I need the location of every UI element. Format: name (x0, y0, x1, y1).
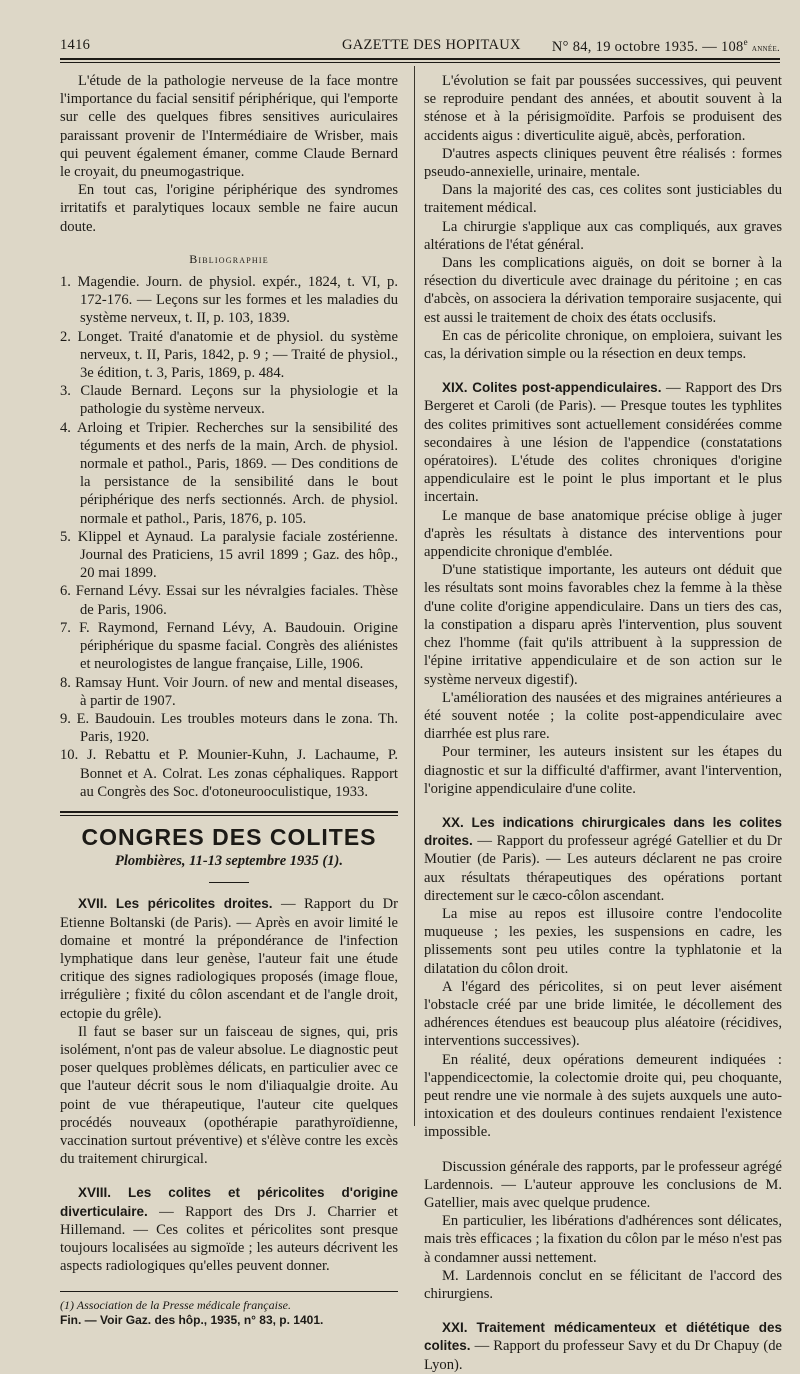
paragraph: En réalité, deux opérations demeurent indiquées : l'appendicectomie, la colectomie droite qui, peu choquante, peut rendre une vie normale à des sujets auxquels une auto-intoxication et des douleurs continues rendaient l'existence impossible. (424, 1051, 782, 1141)
paragraph: Pour terminer, les auteurs insistent sur les étapes du diagnostic et sur la difficulté d'affirmer, avant l'intervention, l'origine appendiculaire d'une colite. (424, 744, 782, 797)
section-xvii-paragraph: Il faut se baser sur un faisceau de signes, qui, pris isolément, n'ont pas de valeur absolue. Le diagnostic peut poser quelques problèmes délicats, en particulier avec ce que l'auteur décrit sous le nom d'iliaqualgie droite. Au point de vue thérapeutique, l'auteur cite quelques procédés nouveaux (opothérapie parathyroïdienne, vaccination surtout préventive) et s'élève contre les excès du traitement chirurgical. (60, 1023, 398, 1168)
bibliography-title: Bibliographie (189, 251, 269, 266)
header-rule-thin (60, 62, 780, 63)
issue-info (552, 37, 780, 56)
continuation-note: Fin. — Voir Gaz. des hôp., 1935, n° 83, p. 1401. (60, 1313, 324, 1328)
bibliography-entry: 4. Arloing et Tripier. Recherches sur la sensibilité des téguments et des nerfs de la main, Arch. de physiol. normale et pathol., Paris, 1869. — Des conditions de la persistance de la sensibilité dans le bout périphérique des nerfs sectionnés. Arch. de physiol. normale et pathol., Paris, 1876, p. 105. (60, 419, 398, 527)
short-rule (209, 882, 249, 883)
section-xx (424, 814, 782, 905)
bibliography-entry: 9. E. Baudouin. Les troubles moteurs dans le zona. Th. Paris, 1920. (60, 710, 398, 746)
left-column (60, 72, 398, 1328)
section-xviii-heading: XVIII. Les colites et péricolites d'origine diverticulaire. (60, 1185, 398, 1219)
intro-paragraph: L'étude de la pathologie nerveuse de la face montre l'importance du facial sensitif périphérique, qui l'emporte sur celle des quelques fibres sensitives auriculaires paraissant provenir de l'Intermédiaire de Wrisber, mais qui peuvent également émaner, comme Claude Bernard le croyait, du pneumogastrique. (60, 73, 398, 181)
paragraph: L'amélioration des nausées et des migraines antérieures a été souvent notée ; la colite post-appendiculaire avec diarrhée est plus rare. (424, 689, 782, 743)
intro-paragraph: En tout cas, l'origine périphérique des syndromes irritatifs et paralytiques locaux semble ne faire aucun doute. (60, 182, 398, 235)
header-rule (60, 58, 780, 60)
section-xviii-body: — Rapport des Drs J. Charrier et Hillemand. — Ces colites et péricolites sont presque toujours localisées au sigmoïde ; les auteurs décrivent les aspects radiologiques qu'elles peuvent donner. (60, 1203, 398, 1275)
section-xxi-heading: XXI. Traitement médicamenteux et diététique des colites. (424, 1320, 782, 1354)
bibliography-entry: 2. Longet. Traité d'anatomie et de physiol. du système nerveux, t. II, Paris, 1842, p. 9 ; — Traité de physiol., 3e édition, t. 3, Paris, 1869, p. 484. (60, 328, 398, 382)
congres-subtitle: Plombières, 11-13 septembre 1935 (1). (115, 853, 343, 870)
issue-main: N° 84, 19 octobre 1935. — 108 (551, 38, 744, 55)
paragraph: A l'égard des péricolites, si on peut lever aisément l'obstacle créé par une bride limitée, le décollement des adhérences étendues est beaucoup plus aléatoire (récidives, interventions successives). (424, 978, 782, 1050)
footnote: (1) Association de la Presse médicale française. (60, 1298, 291, 1313)
section-xviii (60, 1184, 398, 1275)
paragraph: D'autres aspects cliniques peuvent être réalisés : formes pseudo-annexielle, urinaire, mentale. (424, 145, 782, 181)
bibliography-entry: 8. Ramsay Hunt. Voir Journ. of new and mental diseases, à partir de 1907. (60, 674, 398, 709)
discussion-paragraph: Discussion générale des rapports, par le professeur agrégé Lardennois. — L'auteur approuve les conclusions de M. Gatellier, mais avec quelque prudence. (424, 1158, 782, 1211)
bibliography-entry: 7. F. Raymond, Fernand Lévy, A. Baudouin. Origine périphérique du spasme facial. Congrès des aliénistes et neurologistes de langue française, Lille, 1906. (60, 619, 398, 673)
bibliography-entry: 5. Klippel et Aynaud. La paralysie faciale zostérienne. Journal des Praticiens, 15 avril 1899 ; Gaz. des hôp., 20 mai 1899. (60, 528, 398, 582)
section-xvii-heading: XVII. Les péricolites droites. (78, 896, 273, 912)
bibliography-entry: 6. Fernand Lévy. Essai sur les névralgies faciales. Thèse de Paris, 1906. (60, 583, 398, 618)
paragraph: Dans les complications aiguës, on doit se borner à la résection du diverticule avec drainage du péritoine ; en cas d'abcès, on associera la dérivation temporaire susjacente, qui est aussi le traitement de choix des états occlusifs. (424, 255, 782, 326)
issue-sup: e (743, 37, 748, 47)
section-xvii-body: — Rapport du Dr Etienne Boltanski (de Paris). — Après en avoir limité le domaine et montré la prépondérance de l'infection lymphatique dans leur genèse, l'auteur fait une étude critique des signes radiologiques proposés (image floue, irrégulière ; fixité du côlon ascendant et de l'angle droit, ectopie du grêle). (60, 896, 399, 1022)
section-xxi (424, 1319, 782, 1374)
paragraph: La chirurgie s'applique aux cas compliqués, aux graves altérations de l'état général. (424, 218, 782, 253)
paragraph: Dans la majorité des cas, ces colites sont justiciables du traitement médical. (424, 182, 782, 217)
section-xix-body: — Rapport des Drs Bergeret et Caroli (de Paris). — Presque toutes les typhlites des colites primitives sont actuellement considérées comme secondaires à une lésion de l'appendice (constatations opératoires). L'étude des colites chroniques d'origine appendiculaire est le point le plus important et le plus incertain. (424, 380, 782, 506)
section-xix-heading: XIX. Colites post-appendiculaires. (442, 380, 662, 396)
section-xx-body: — Rapport du professeur agrégé Gatellier et du Dr Moutier (de Paris). — Les auteurs déclarent ne pas croire aux résultats thérapeutiques des opérations portant directement sur le cæco-côlon ascendant. (424, 833, 782, 904)
bibliography-entry: 1. Magendie. Journ. de physiol. expér., 1824, t. VI, p. 172-176. — Leçons sur les formes et les maladies du système nerveux, t. II, p. 103, 1839. (60, 274, 398, 327)
paragraph: La mise au repos est illusoire contre l'endocolite muqueuse ; les pexies, les suspensions en cadre, les plissements sont peu utiles contre la typhlatonie et la dilatation du côlon droit. (424, 905, 782, 977)
section-xvii (60, 895, 398, 1022)
right-column (424, 72, 782, 1374)
issue-year-word: année. (751, 42, 780, 54)
page-header (60, 37, 780, 57)
footnote-rule (60, 1291, 398, 1292)
bibliography-entry: 10. J. Rebattu et P. Mounier-Kuhn, J. Lachaume, P. Bonnet et A. Colrat. Les zonas céphaliques. Rapport au Congrès des Soc. d'otoneurooculistique, 1933. (60, 747, 398, 800)
paragraph: M. Lardennois conclut en se félicitant de l'accord des chirurgiens. (424, 1267, 782, 1302)
column-divider (414, 66, 415, 1126)
section-xxi-body: — Rapport du professeur Savy et du Dr Chapuy (de Lyon). (424, 1338, 782, 1373)
section-xx-heading: XX. Les indications chirurgicales dans les colites droites. (424, 814, 782, 849)
section-xix (424, 379, 782, 506)
bibliography-entry: 3. Claude Bernard. Leçons sur la physiologie et la pathologie du système nerveux. (60, 383, 398, 418)
congres-title: CONGRES DES COLITES (81, 823, 377, 850)
paragraph: D'une statistique importante, les auteurs ont déduit que les résultats sont moins favorables chez la femme à la thèse d'une colite d'origine appendiculaire. Dans un tiers des cas, la constipation a disparu après l'intervention, plus souvent chez l'homme (fait qu'ils attribuent à la suppression de l'épine irritative appendiculaire et de son action sur le système nerveux digestif). (424, 562, 782, 688)
paragraph: En cas de péricolite chronique, on emploiera, suivant les cas, la dérivation simple ou la résection en deux temps. (424, 327, 782, 363)
paragraph: L'évolution se fait par poussées successives, qui peuvent se reproduire pendant des années, et aboutit souvent à la sténose et à la périsigmoïdite. Parfois se produisent des accidents aigus : diverticulite aiguë, abcès, perforation. (424, 73, 782, 144)
paragraph: Le manque de base anatomique précise oblige à juger d'après les résultats à distance des interventions pour appendicite chronique d'emblée. (424, 507, 782, 561)
paragraph: En particulier, les libérations d'adhérences sont délicates, mais très efficaces ; la fixation du côlon par le méso n'est pas à condamner aussi nettement. (424, 1213, 782, 1266)
section-double-rule (60, 811, 398, 816)
page-number: 1416 (60, 37, 91, 53)
journal-title: GAZETTE DES HOPITAUX (342, 37, 521, 53)
